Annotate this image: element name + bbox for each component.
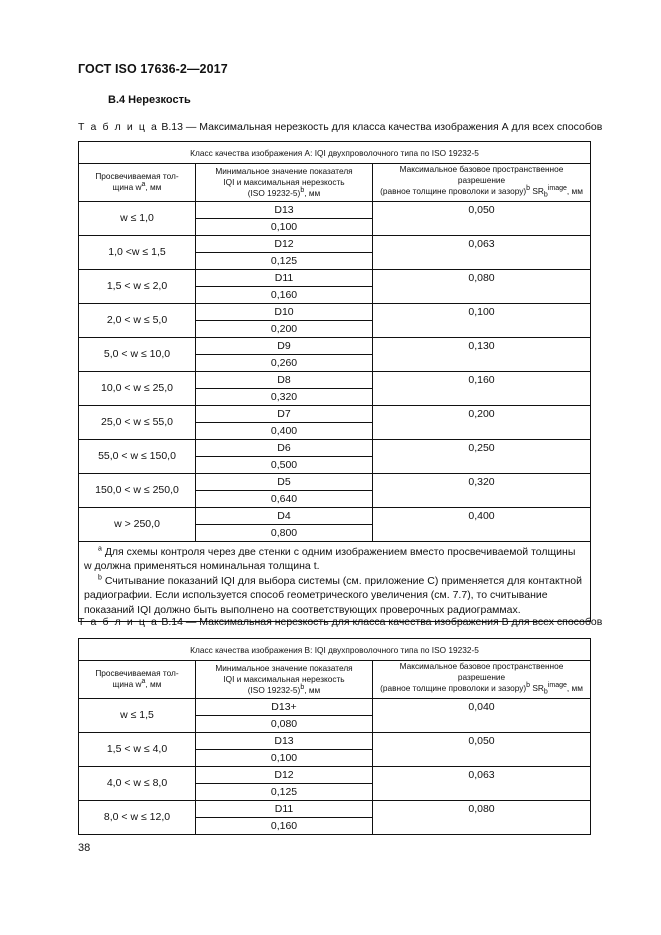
table-row <box>79 235 591 252</box>
unsharpness-cell: 0,125 <box>196 783 373 800</box>
unsharpness-cell: 0,100 <box>196 218 373 235</box>
table-row <box>79 698 591 715</box>
table-13-footnotes <box>79 541 591 622</box>
unsharpness-cell: 0,100 <box>196 749 373 766</box>
unsharpness-cell: 0,160 <box>196 817 373 834</box>
iqi-cell: D13 <box>196 201 373 218</box>
thickness-range-cell: 8,0 < w ≤ 12,0 <box>79 800 196 834</box>
iqi-cell: D5 <box>196 473 373 490</box>
spatial-resolution-cell: 0,080 <box>373 800 591 834</box>
spatial-resolution-cell: 0,050 <box>373 201 591 235</box>
iqi-cell: D7 <box>196 405 373 422</box>
table-14-col-sr-header: Максимальное базовое пространственное разрешение (равное толщине проволоки и зазору)$^b$ $SR_b^{image}$, мм <box>373 661 591 699</box>
unsharpness-cell: 0,080 <box>196 715 373 732</box>
thickness-range-cell: w ≤ 1,0 <box>79 201 196 235</box>
table-row <box>79 439 591 456</box>
spatial-resolution-cell: 0,100 <box>373 303 591 337</box>
unsharpness-cell: 0,800 <box>196 524 373 541</box>
section-heading: В.4 Нерезкость <box>108 94 191 106</box>
table-14-caption-text: В.14 — Максимальная нерезкость для класса качества изображения В для всех способов <box>161 616 603 628</box>
thickness-range-cell: 1,0 <w ≤ 1,5 <box>79 235 196 269</box>
unsharpness-cell: 0,125 <box>196 252 373 269</box>
table-row <box>79 405 591 422</box>
table-row <box>79 303 591 320</box>
spatial-resolution-cell: 0,400 <box>373 507 591 541</box>
table-13-class-header: Класс качества изображения А: IQI двухпроволочного типа по ISO 19232-5 <box>79 142 591 164</box>
iqi-cell: D8 <box>196 371 373 388</box>
table-14-class-header: Класс качества изображения В: IQI двухпроволочного типа по ISO 19232-5 <box>79 639 591 661</box>
thickness-range-cell: 4,0 < w ≤ 8,0 <box>79 766 196 800</box>
table-14-caption <box>78 616 602 628</box>
table-14-col-thickness-header: Просвечиваемая тол- щина $w^a$, мм <box>79 661 196 699</box>
table-row <box>79 732 591 749</box>
document-title: ГОСТ ISO 17636-2—2017 <box>78 62 228 76</box>
spatial-resolution-cell: 0,063 <box>373 235 591 269</box>
iqi-cell: D13+ <box>196 698 373 715</box>
table-13-col-sr-header: Максимальное базовое пространственное разрешение (равное толщине проволоки и зазору)$^b$ $SR_b^{image}$, мм <box>373 164 591 202</box>
table-13-col-iqi-header: Минимальное значение показателя IQI и максимальная нерезкость (ISO 19232-5)$^b$, мм <box>196 164 373 202</box>
table-row <box>79 201 591 218</box>
table-row <box>79 473 591 490</box>
table-row <box>79 766 591 783</box>
table-row <box>79 507 591 524</box>
iqi-cell: D4 <box>196 507 373 524</box>
spatial-resolution-cell: 0,130 <box>373 337 591 371</box>
unsharpness-cell: 0,320 <box>196 388 373 405</box>
iqi-cell: D9 <box>196 337 373 354</box>
table-row <box>79 371 591 388</box>
table-row <box>79 337 591 354</box>
unsharpness-cell: 0,400 <box>196 422 373 439</box>
table-14 <box>78 638 591 835</box>
thickness-range-cell: 10,0 < w ≤ 25,0 <box>79 371 196 405</box>
iqi-cell: D6 <box>196 439 373 456</box>
spatial-resolution-cell: 0,050 <box>373 732 591 766</box>
table-14-col-iqi-header: Минимальное значение показателя IQI и максимальная нерезкость (ISO 19232-5)$^b$, мм <box>196 661 373 699</box>
thickness-range-cell: w > 250,0 <box>79 507 196 541</box>
table-13-caption <box>78 121 602 133</box>
iqi-cell: D11 <box>196 269 373 286</box>
spatial-resolution-cell: 0,160 <box>373 371 591 405</box>
iqi-cell: D11 <box>196 800 373 817</box>
thickness-range-cell: w ≤ 1,5 <box>79 698 196 732</box>
table-13-caption-text: В.13 — Максимальная нерезкость для класса качества изображения А для всех способов <box>161 121 603 133</box>
footnote-b: $^b$ Считывание показаний IQI для выбора системы (см. приложение С) применяется для контактной радиографии. Если используется способ геометрического увеличения (см. 7.7), то считывание показаний IQI должно быть выполнено на соответствующих проверочных радиограммах. <box>84 574 582 616</box>
thickness-range-cell: 5,0 < w ≤ 10,0 <box>79 337 196 371</box>
table-13-col-thickness-header: Просвечиваемая тол- щина $w^a$, мм <box>79 164 196 202</box>
spatial-resolution-cell: 0,040 <box>373 698 591 732</box>
thickness-range-cell: 1,5 < w ≤ 4,0 <box>79 732 196 766</box>
iqi-cell: D10 <box>196 303 373 320</box>
thickness-range-cell: 55,0 < w ≤ 150,0 <box>79 439 196 473</box>
spatial-resolution-cell: 0,080 <box>373 269 591 303</box>
unsharpness-cell: 0,500 <box>196 456 373 473</box>
table-13 <box>78 141 591 622</box>
spatial-resolution-cell: 0,250 <box>373 439 591 473</box>
table-row <box>79 269 591 286</box>
thickness-range-cell: 1,5 < w ≤ 2,0 <box>79 269 196 303</box>
table-14-caption-label: Т а б л и ц а <box>78 616 159 628</box>
thickness-range-cell: 2,0 < w ≤ 5,0 <box>79 303 196 337</box>
table-13-caption-label: Т а б л и ц а <box>78 121 159 133</box>
thickness-range-cell: 25,0 < w ≤ 55,0 <box>79 405 196 439</box>
thickness-range-cell: 150,0 < w ≤ 250,0 <box>79 473 196 507</box>
unsharpness-cell: 0,160 <box>196 286 373 303</box>
iqi-cell: D12 <box>196 766 373 783</box>
unsharpness-cell: 0,200 <box>196 320 373 337</box>
spatial-resolution-cell: 0,320 <box>373 473 591 507</box>
unsharpness-cell: 0,260 <box>196 354 373 371</box>
iqi-cell: D12 <box>196 235 373 252</box>
spatial-resolution-cell: 0,200 <box>373 405 591 439</box>
spatial-resolution-cell: 0,063 <box>373 766 591 800</box>
iqi-cell: D13 <box>196 732 373 749</box>
footnote-a: $^a$ Для схемы контроля через две стенки с одним изображением вместо просвечиваемой толщины w должна применяться номинальная толщина t. <box>84 545 576 573</box>
page-number: 38 <box>78 842 91 854</box>
table-row <box>79 800 591 817</box>
unsharpness-cell: 0,640 <box>196 490 373 507</box>
